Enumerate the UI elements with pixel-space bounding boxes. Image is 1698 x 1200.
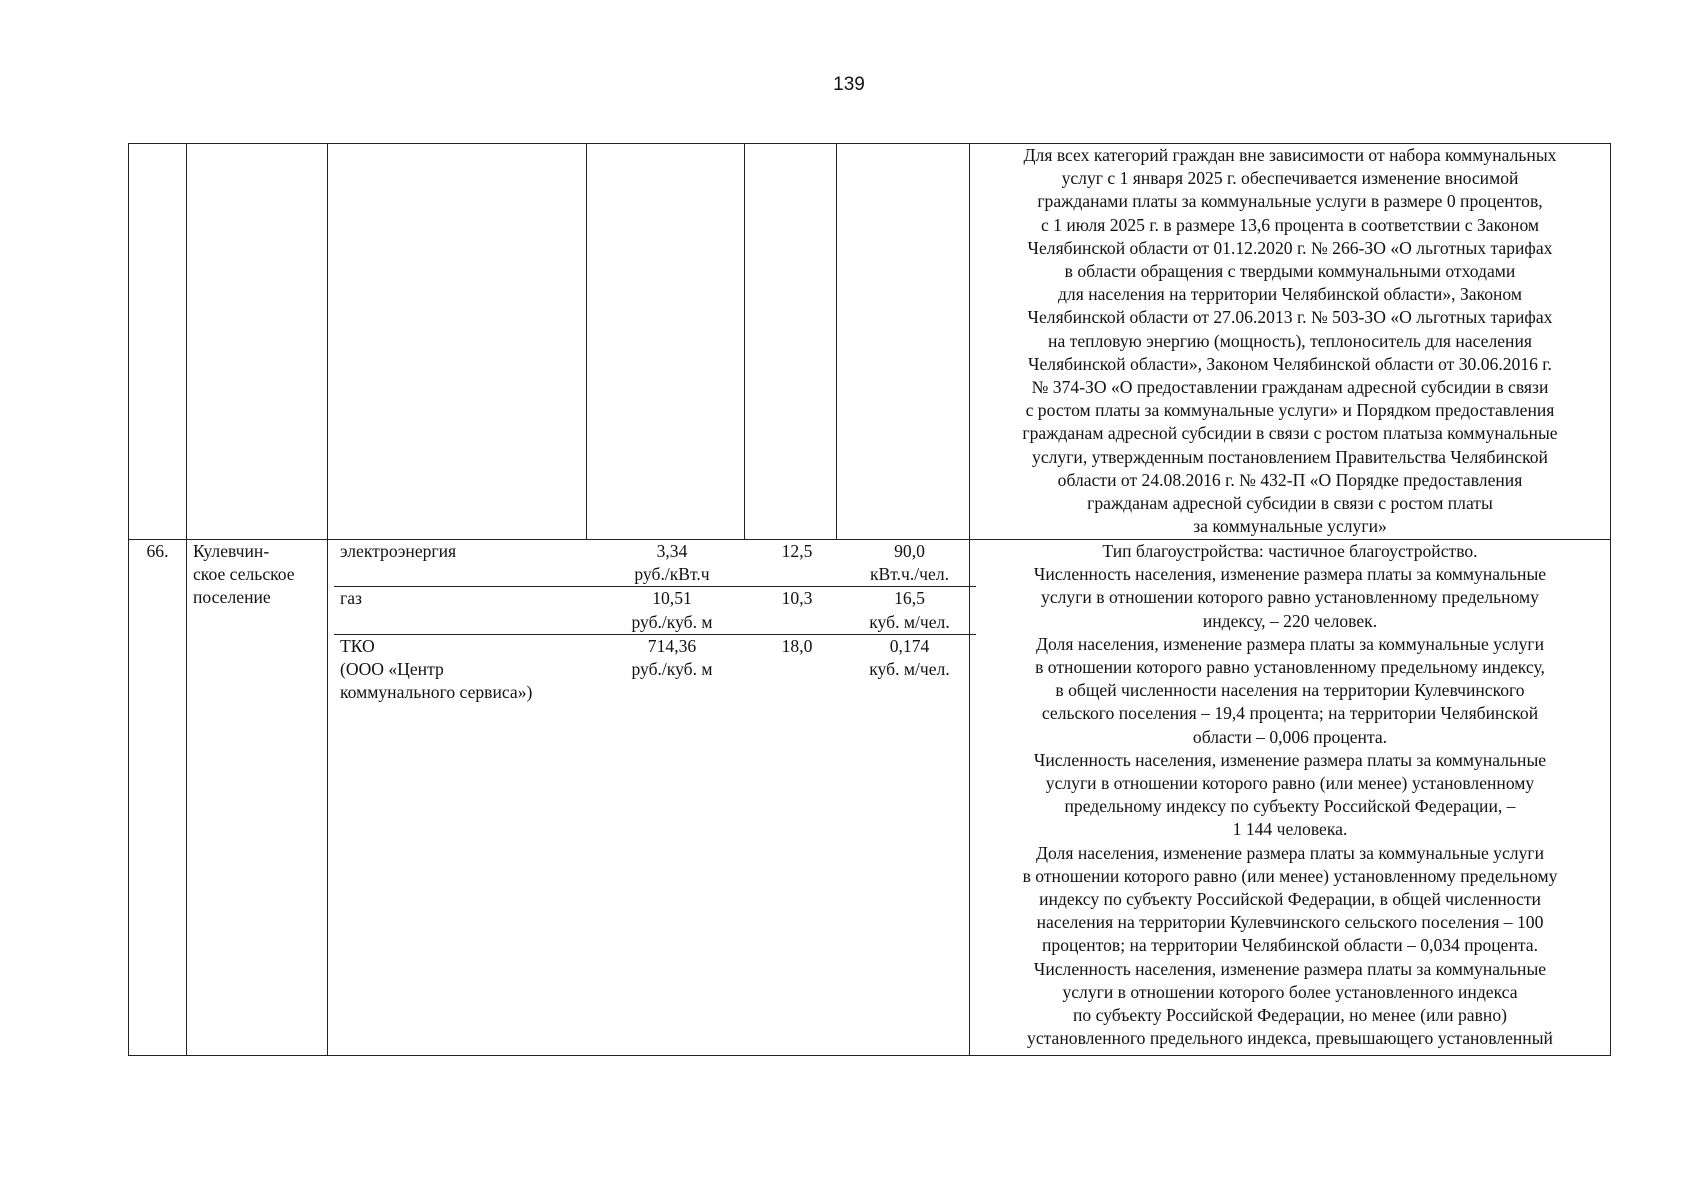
empty-cell — [837, 144, 970, 540]
text-line: Челябинской области», Законом Челябинской области от 30.06.2016 г. — [1028, 353, 1552, 374]
text-line: установленного предельного индекса, превышающего установленный — [1027, 1028, 1553, 1049]
service-norm-line: 90,0 — [894, 541, 925, 561]
service-name — [334, 587, 593, 634]
text-line: гражданам адресной субсидии в связи с ростом платы — [1087, 493, 1493, 514]
text-line: услуги в отношении которого более установленного индекса — [1062, 981, 1518, 1002]
text-line: ское сельское — [193, 564, 295, 585]
service-index: 18,0 — [751, 634, 843, 704]
service-norm — [843, 634, 976, 704]
text-line: услуги в отношении которого равно установленному предельному — [1041, 587, 1539, 608]
service-tariff-line: руб./куб. м — [631, 659, 713, 680]
service-tariff-line: 3,34 — [656, 541, 688, 561]
service-tariff-line: руб./кВт.ч — [634, 564, 710, 585]
empty-cell — [328, 144, 587, 540]
services-subtable — [334, 540, 976, 704]
text-line: поселение — [193, 587, 271, 608]
text-line: области от 24.08.2016 г. № 432-П «О Порядке предоставления — [1057, 469, 1523, 490]
text-line: Кулевчин- — [193, 541, 270, 561]
service-name — [334, 540, 593, 587]
service-tariff-line: 10,51 — [652, 588, 692, 609]
text-line: за коммунальные услуги» — [1193, 516, 1387, 537]
row-66-note-cell — [970, 540, 1611, 1056]
empty-cell — [129, 144, 187, 540]
text-line: для населения на территории Челябинской области», Законом — [1057, 284, 1523, 305]
text-line: в отношении которого равно установленному предельному индексу, — [1035, 657, 1545, 678]
text-line: сельского поселения – 19,4 процента; на территории Челябинской — [1041, 703, 1539, 724]
empty-cell — [587, 144, 745, 540]
service-norm-line: 0,174 — [889, 635, 930, 656]
text-line: Численность населения, изменение размера платы за коммунальные — [1033, 958, 1547, 979]
text-line: в отношении которого равно (или менее) установленному предельному — [1022, 865, 1558, 886]
service-norm-line: куб. м/чел. — [869, 659, 950, 680]
text-line: Для всех категорий граждан вне зависимости от набора коммунальных — [1023, 145, 1557, 165]
text-line: Доля населения, изменение размера платы за коммунальные услуги — [1035, 633, 1544, 654]
text-line: индексу, – 220 человек. — [1202, 610, 1378, 631]
text-line: услуги, утвержденным постановлением Правительства Челябинской — [1032, 446, 1548, 467]
service-row — [334, 587, 976, 634]
text-line: № 374-ЗО «О предоставлении гражданам адресной субсидии в связи — [1031, 377, 1549, 398]
row-number: 66. — [129, 540, 187, 1056]
text-line: индексу по субъекту Российской Федерации, в общей численности — [1039, 889, 1541, 910]
service-row — [334, 540, 976, 587]
text-line: Доля населения, изменение размера платы за коммунальные услуги — [1035, 842, 1544, 863]
text-line: на тепловую энергию (мощность), теплоноситель для населения — [1048, 330, 1532, 351]
service-norm-line: куб. м/чел. — [869, 611, 950, 632]
service-name-line: газ — [340, 588, 362, 609]
text-line: предельному индексу по субъекту Российской Федерации, – — [1064, 796, 1516, 817]
row-66 — [129, 540, 1611, 1056]
continued-row — [129, 144, 1611, 540]
empty-cell — [187, 144, 328, 540]
service-tariff — [593, 587, 751, 634]
text-line: гражданам адресной субсидии в связи с ростом платыза коммунальные — [1022, 423, 1558, 444]
text-line: гражданами платы за коммунальные услуги в размере 0 процентов, — [1037, 191, 1543, 212]
service-tariff — [593, 540, 751, 587]
service-norm-line: 16,5 — [894, 588, 925, 609]
text-line: услуг с 1 января 2025 г. обеспечивается изменение вносимой — [1061, 168, 1519, 189]
text-line: 1 144 человека. — [1232, 819, 1348, 840]
service-tariff — [593, 634, 751, 704]
service-name-line: (ООО «Центр — [340, 659, 444, 680]
text-line: Челябинской области от 27.06.2013 г. № 503-ЗО «О льготных тарифах — [1027, 307, 1553, 328]
service-row — [334, 634, 976, 704]
text-line: процентов; на территории Челябинской области – 0,034 процента. — [1041, 935, 1539, 956]
text-line: Челябинской области от 01.12.2020 г. № 266-ЗО «О льготных тарифах — [1027, 237, 1553, 258]
settlement-name — [187, 540, 328, 1056]
services-block — [328, 540, 970, 1056]
service-name — [334, 634, 593, 704]
empty-cell — [745, 144, 837, 540]
service-tariff-line: руб./куб. м — [631, 611, 713, 632]
text-line: с 1 июля 2025 г. в размере 13,6 процента в соответствии с Законом — [1040, 214, 1540, 235]
service-name-line: коммунального сервиса») — [340, 682, 533, 703]
page-number: 139 — [833, 74, 865, 95]
text-line: Численность населения, изменение размера платы за коммунальные — [1033, 564, 1547, 585]
service-index: 12,5 — [781, 541, 813, 561]
service-norm — [843, 587, 976, 634]
text-line: по субъекту Российской Федерации, но менее (или равно) — [1073, 1005, 1507, 1026]
text-line: в области обращения с твердыми коммунальными отходами — [1064, 261, 1516, 282]
text-line: области – 0,006 процента. — [1192, 726, 1388, 747]
text-line: Численность населения, изменение размера платы за коммунальные — [1033, 749, 1547, 770]
service-norm — [843, 540, 976, 587]
service-name-line: электроэнергия — [340, 541, 457, 561]
tariff-table — [128, 143, 1611, 1056]
text-line: Тип благоустройства: частичное благоустройство. — [1102, 541, 1478, 561]
service-index: 10,3 — [751, 587, 843, 634]
text-line: в общей численности населения на территории Кулевчинского — [1055, 680, 1525, 701]
service-name-line: ТКО — [340, 635, 375, 656]
text-line: услуги в отношении которого равно (или менее) установленному — [1045, 773, 1535, 794]
service-norm-line: кВт.ч./чел. — [869, 564, 950, 585]
continued-note-cell — [970, 144, 1611, 540]
service-tariff-line: 714,36 — [647, 635, 697, 656]
text-line: населения на территории Кулевчинского сельского поселения – 100 — [1036, 912, 1544, 933]
text-line: с ростом платы за коммунальные услуги» и Порядком предоставления — [1025, 400, 1555, 421]
